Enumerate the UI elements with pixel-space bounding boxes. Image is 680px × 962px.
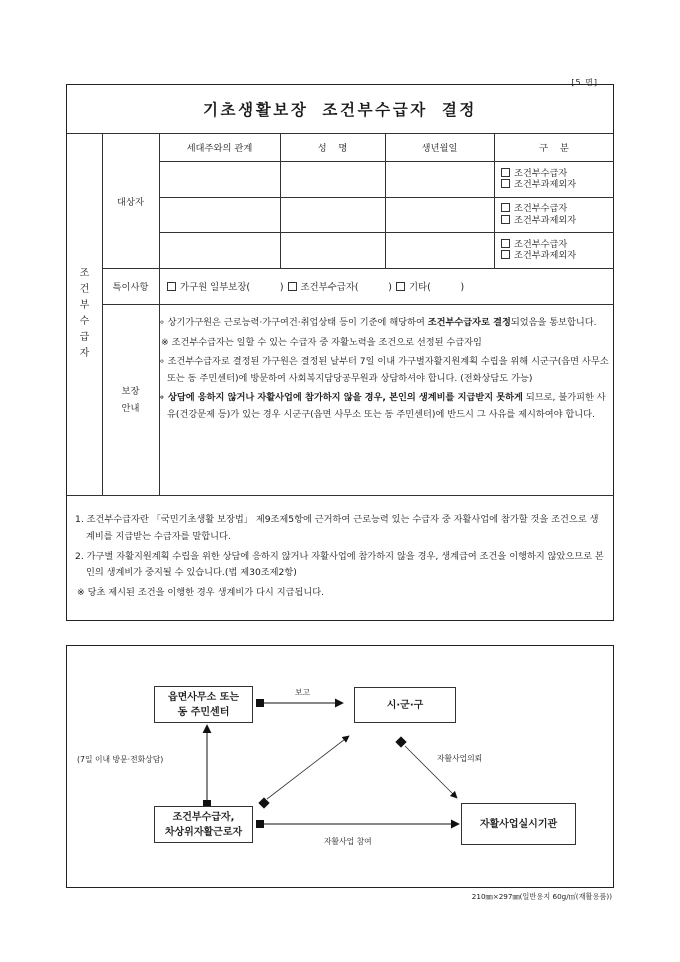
guidance-text-segment: ∘ 상기가구원은 근로능력·가구여건·취업상태 등이 기준에 해당하여 [159, 317, 428, 328]
side-label-char: 건 [79, 284, 90, 295]
checkbox[interactable] [501, 215, 510, 224]
node-local-office [154, 686, 253, 723]
checkbox[interactable] [501, 203, 510, 212]
recipients-label: 대상자 [117, 196, 144, 208]
name-field[interactable] [280, 232, 385, 268]
edge-start-square [256, 699, 264, 707]
category-options [494, 232, 614, 268]
edge-recipient-city [258, 736, 349, 809]
divider [102, 304, 614, 305]
relation-field[interactable] [159, 232, 280, 268]
guidance-emphasis: ∘ 상담에 응하지 않거나 자활사업에 참가하지 않을 경우, 본인의 생계비를 지급받지 못하게 [159, 392, 523, 403]
edge-report [256, 699, 343, 707]
option-conditional-exempt[interactable] [501, 250, 576, 262]
checkbox[interactable] [501, 168, 510, 177]
option-label: 기타( ) [408, 282, 465, 293]
option-label: 조건부수급자 [514, 203, 568, 214]
option-label: 조건부과제외자 [514, 250, 577, 261]
checkbox[interactable] [288, 282, 297, 291]
checkbox[interactable] [396, 282, 405, 291]
guidance-text-segment: 되었음을 통보합니다. [510, 317, 597, 328]
process-diagram [66, 645, 614, 888]
guidance-paragraph-1 [159, 315, 610, 332]
edge-participate [256, 820, 459, 828]
checkbox[interactable] [167, 282, 176, 291]
divider [67, 495, 614, 496]
guidance-label [102, 304, 159, 495]
node-label-line: 동 주민센터 [177, 706, 230, 718]
relation-field[interactable] [159, 197, 280, 232]
edge-consult [203, 725, 211, 808]
column-header-birthdate: 생년월일 [421, 143, 458, 154]
option-label: 가구원 일부보장( ) [180, 282, 284, 293]
edge-label-report: 보고 [295, 688, 311, 697]
footnote-2: 2. 가구별 자활지원계획 수립을 위한 상담에 응하지 않거나 자활사업에 참가하지 않을 경우, 생계급여 조건을 이행하지 않았으므로 본인의 생계비가 중지될 수 있습니다.(법 제30조제2항) [75, 550, 604, 579]
decision-form [66, 84, 614, 621]
edge-start-diamond [258, 797, 269, 808]
option-label: 조건부수급자( ) [300, 282, 392, 293]
guidance-note: ※ 조건부수급자는 일할 수 있는 수급자 중 자활노력을 조건으로 선정된 수급자임 [161, 336, 482, 348]
guidance-emphasis: 조건부수급자로 결정 [427, 317, 511, 328]
edge-start-diamond [395, 736, 406, 747]
option-conditional-exempt[interactable] [501, 215, 576, 227]
form-title: 기초생활보장 조건부수급자 결정 [202, 101, 477, 119]
special-notes-label: 특이사항 [112, 282, 149, 293]
option-other[interactable] [396, 279, 464, 293]
guidance-label-line1: 보장 [121, 385, 140, 397]
side-label-char: 자 [79, 348, 90, 359]
checkbox[interactable] [501, 179, 510, 188]
edge-label-consult: (7일 이내 방문·전화상담) [77, 755, 164, 764]
option-conditional-exempt[interactable] [501, 179, 576, 191]
relation-field[interactable] [159, 161, 280, 197]
option-conditional-recipient[interactable] [501, 239, 576, 251]
guidance-paragraph-3 [159, 390, 610, 423]
side-label [67, 133, 102, 495]
column-header-relation: 세대주와의 관계 [186, 143, 253, 154]
edge-request [395, 736, 457, 798]
side-label-char: 급 [79, 332, 90, 343]
option-conditional-recipient[interactable] [288, 279, 392, 293]
footnote-1: 1. 조건부수급자란 「국민기초생활 보장법」 제9조제5항에 근거하여 근로능력 있는 수급자 중 자활사업에 참가할 것을 조건으로 생계비를 지급받는 수급자를 말합니다. [75, 514, 599, 542]
option-label: 조건부과제외자 [514, 179, 577, 190]
footnote-note: ※ 당초 제시된 조건을 이행한 경우 생계비가 다시 지급됩니다. [77, 587, 324, 599]
option-label: 조건부수급자 [514, 167, 568, 179]
name-field[interactable] [280, 197, 385, 232]
name-field[interactable] [280, 161, 385, 197]
node-label-line: 차상위자활근로자 [164, 826, 243, 838]
side-label-char: 수 [79, 316, 90, 327]
side-label-char: 부 [79, 300, 90, 311]
guidance-text-segment: 되므로, 불가피한 사유(건강문제 등)가 있는 경우 시군구(읍면 사무소 또는 동 주민센터)에 반드시 그 사유를 제시하여야 합니다. [167, 392, 606, 420]
birthdate-field[interactable] [385, 232, 494, 268]
option-label: 조건부수급자 [514, 238, 568, 250]
edge-line [267, 736, 349, 799]
checkbox[interactable] [501, 239, 510, 248]
title-row [67, 85, 613, 134]
guidance-label-line2: 안내 [121, 402, 140, 414]
option-partial-household[interactable] [167, 279, 284, 293]
birthdate-field[interactable] [385, 161, 494, 197]
edge-label-request: 자활사업의뢰 [437, 754, 483, 763]
node-label-line: 조건부수급자, [172, 811, 235, 823]
category-options [494, 161, 614, 197]
node-conditional-recipient [154, 806, 253, 843]
option-conditional-recipient[interactable] [501, 168, 576, 180]
edge-start-square [256, 820, 264, 828]
paper-spec-footer: 210㎜×297㎜(일반용지 60g/㎡(재활용품)) [471, 892, 612, 901]
option-conditional-recipient[interactable] [501, 203, 576, 215]
column-header-category: 구 분 [539, 143, 569, 154]
option-label: 조건부과제외자 [514, 214, 577, 226]
page-number: [5 면] [571, 78, 598, 87]
special-notes-options [159, 268, 614, 304]
guidance-text [159, 315, 610, 423]
guidance-paragraph-2: ∘ 조건부수급자로 결정된 가구원은 결정된 날부터 7일 이내 가구별자활지원계획 수립을 위해 시군구(읍면 사무소 또는 동 주민센터)에 방문하여 사회복지담당공무원과 상담하셔야 합니다. (전화상담도 가능) [159, 356, 609, 384]
birthdate-field[interactable] [385, 197, 494, 232]
node-label-line: 읍면사무소 또는 [167, 691, 240, 703]
diagram-connectors [67, 646, 615, 889]
node-city-county-district: 시·군·구 [354, 687, 456, 723]
edge-label-participate: 자활사업 참여 [324, 837, 372, 846]
side-label-char: 조 [79, 268, 90, 279]
checkbox[interactable] [501, 250, 510, 259]
footnotes [75, 512, 607, 605]
column-header-name: 성 명 [317, 143, 348, 154]
node-self-support-agency: 자활사업실시기관 [461, 803, 576, 845]
category-options [494, 197, 614, 232]
